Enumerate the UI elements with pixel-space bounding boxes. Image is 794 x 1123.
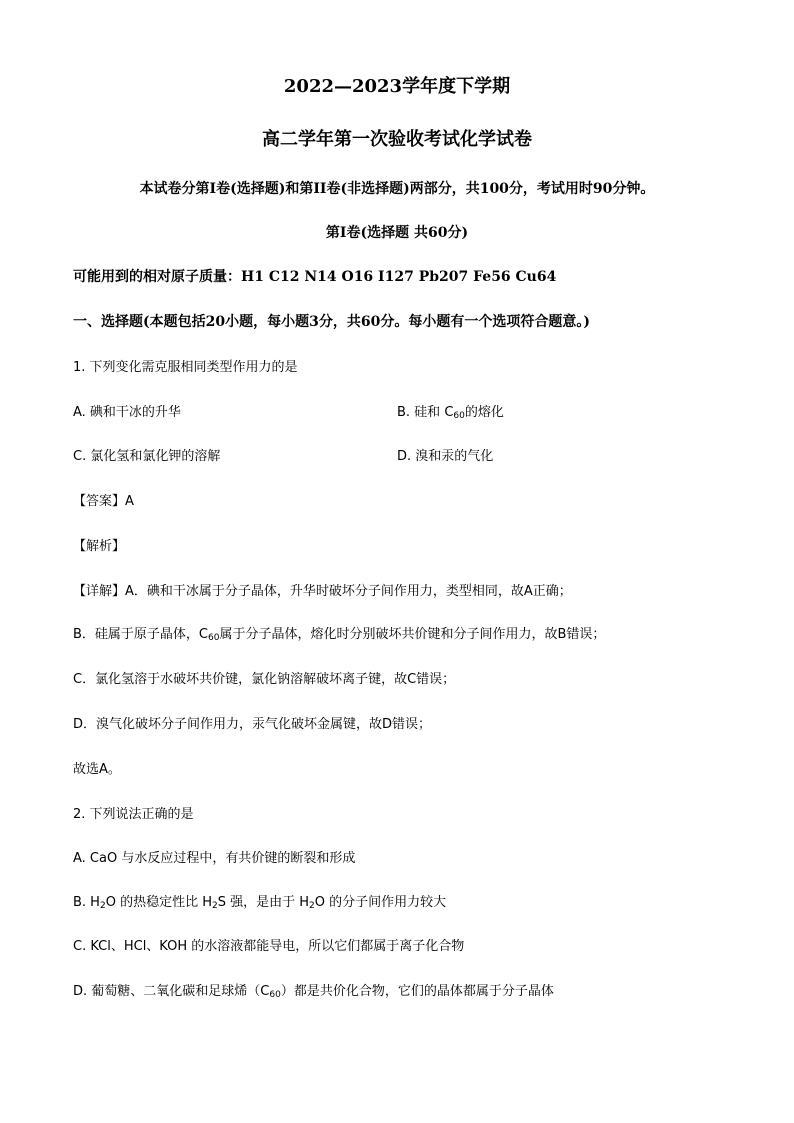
question-2-option-d: D. 葡萄糖、二氧化碳和足球烯$(C_{60})$都是共价化合物，它们的晶体都属于分子晶体 bbox=[73, 984, 554, 1000]
conclusion-line: 故选A。 bbox=[73, 762, 121, 777]
detail-line-4: D．溴气化破坏分子间作用力，汞气化破坏金属键，故D错误； bbox=[73, 717, 432, 732]
question-2-option-b: B. $H_2O$ 的热稳定性比 $H_2S$ 强，是由于 $H_2O$ 的分子间作用力较大 bbox=[73, 895, 447, 911]
question-2-option-c: C. KCl、HCl、KOH 的水溶液都能导电，所以它们都属于离子化合物 bbox=[73, 939, 465, 954]
analysis-tag: 【解析】 bbox=[73, 539, 126, 554]
detail-line-3: C．氯化氢溶于水破坏共价键，氯化钠溶解破坏离子键，故C错误； bbox=[73, 672, 456, 687]
exam-year-title: 2022—2023学年度下学期 bbox=[283, 76, 511, 97]
answer-tag: 【答案】 bbox=[73, 494, 126, 509]
section-title: 第I卷(选择题 共60分) bbox=[325, 225, 469, 241]
question-1-stem: 1. 下列变化需克服相同类型作用力的是 bbox=[73, 360, 298, 375]
part-one-heading: 一、选择题(本题包括20小题，每小题3分，共60分。每小题有一个选项符合题意。) bbox=[73, 314, 590, 330]
answer-line bbox=[73, 490, 134, 509]
exam-intro: 本试卷分第I卷(选择题)和第II卷(非选择题)两部分，共100分，考试用时90分钟。 bbox=[139, 181, 655, 197]
exam-title: 高二学年第一次验收考试化学试卷 bbox=[262, 129, 532, 150]
question-1-option-a: A. 碘和干冰的升华 bbox=[73, 405, 181, 420]
question-1-option-b: B. 硅和 $C_{60}$的熔化 bbox=[397, 405, 504, 421]
answer-value: A bbox=[125, 494, 134, 509]
atomic-masses: 可能用到的相对原子质量：H1 C12 N14 O16 I127 Pb207 Fe56 Cu64 bbox=[73, 269, 557, 285]
question-1-option-c: C. 氯化氢和氯化钾的溶解 bbox=[73, 449, 221, 464]
question-2-option-a: A. CaO 与水反应过程中，有共价键的断裂和形成 bbox=[73, 851, 356, 866]
detail-line-2: B．硅属于原子晶体，$C_{60}$属于分子晶体，熔化时分别破坏共价键和分子间作用力，故B错误； bbox=[73, 627, 606, 643]
question-1-option-d: D. 溴和汞的气化 bbox=[397, 449, 494, 464]
detail-line-1: 【详解】A．碘和干冰属于分子晶体，升华时破坏分子间作用力，类型相同，故A正确； bbox=[73, 584, 572, 599]
question-2-stem: 2. 下列说法正确的是 bbox=[73, 807, 194, 822]
